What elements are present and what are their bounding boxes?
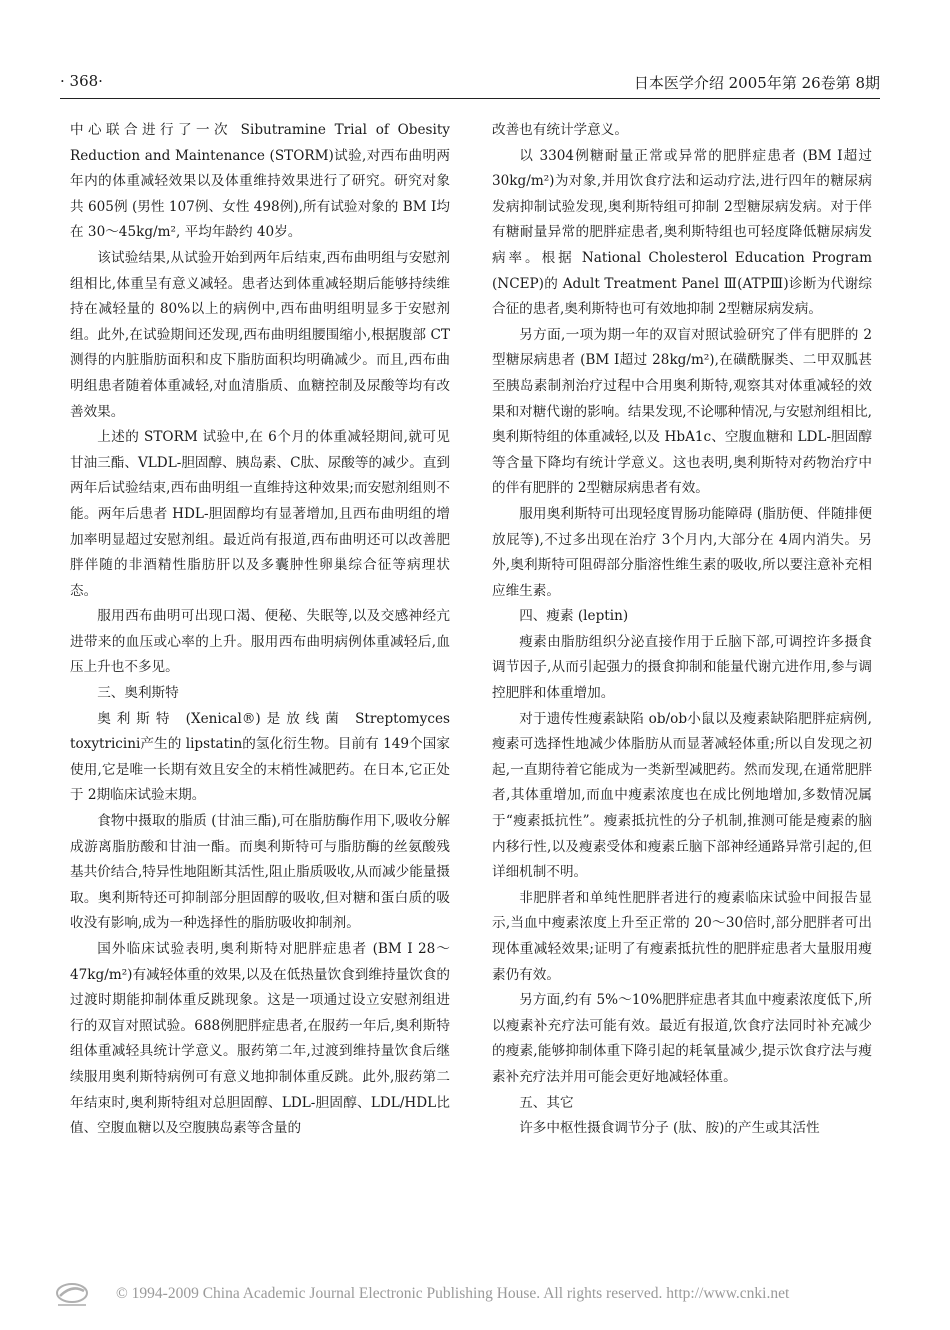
- paragraph: 奥利斯特 (Xenical®)是放线菌 Streptomyces toxytricini产生的 lipstatin的氢化衍生物。目前有 149个国家使用,它是唯一长期有效且安全的末梢性减肥药。在日本,它正处于 2期临床试验末期。: [70, 710, 450, 804]
- section-heading: 三、奥利斯特: [97, 685, 179, 702]
- paragraph: 该试验结果,从试验开始到两年后结束,西布曲明组与安慰剂组相比,体重呈有意义减轻。患者达到体重减轻期后能够持续维持在减轻量的 80%以上的病例中,西布曲明组明显多于安慰剂组。此外,在试验期间还发现,西布曲明组腰围缩小,根据腹部 CT测得的内脏脂肪面积和皮下脂肪面积均明确减少。而且,西布曲明组患者随着体重减轻,对血清脂质、血糖控制及尿酸等均有改善效果。: [70, 249, 450, 420]
- paragraph: 另方面,一项为期一年的双盲对照试验研究了伴有肥胖的 2型糖尿病患者 (BM I超过 28kg/m²),在磺酰脲类、二甲双胍甚至胰岛素制剂治疗过程中合用奥利斯特,观察其对体重减轻的效果和对糖代谢的影响。结果发现,不论哪种情况,与安慰剂组相比,奥利斯特组的体重减轻,以及 HbA1c、空腹血糖和 LDL-胆固醇等含量下降均有统计学意义。这也表明,奥利斯特对药物治疗中的伴有肥胖的 2型糖尿病患者有效。: [492, 326, 872, 497]
- header-rule: [60, 98, 880, 99]
- journal-title: 日本医学介绍 2005年第 26卷第 8期: [633, 74, 880, 92]
- paragraph: 改善也有统计学意义。: [492, 122, 628, 138]
- section-heading: 五、其它: [519, 1094, 574, 1111]
- paragraph: 服用西布曲明可出现口渴、便秘、失眠等,以及交感神经亢进带来的血压或心率的上升。服用西布曲明病例体重减轻后,血压上升也不多见。: [70, 608, 450, 676]
- paragraph: 上述的 STORM 试验中,在 6个月的体重减轻期间,就可见甘油三酯、VLDL-胆固醇、胰岛素、C肽、尿酸等的减少。直到两年后试验结束,西布曲明组一直维持这种效果;而安慰剂组则不能。两年后患者 HDL-胆固醇均有显著增加,且西布曲明组的增加率明显超过安慰剂组。最近尚有报道,西布曲明还可以改善肥胖伴随的非酒精性脂肪肝以及多囊肿性卵巢综合征等病理状态。: [70, 429, 451, 599]
- copyright-notice: © 1994-2009 China Academic Journal Electronic Publishing House. All rights reserved. http://www.cnki.net: [116, 1285, 790, 1302]
- section-heading: 四、瘦素 (leptin): [519, 608, 629, 625]
- cnki-logo-icon: [52, 1282, 92, 1308]
- paragraph: 非肥胖者和单纯性肥胖者进行的瘦素临床试验中间报告显示,当血中瘦素浓度上升至正常的 20～30倍时,部分肥胖者可出现体重减轻效果;证明了有瘦素抵抗性的肥胖症患者大量服用瘦素仍有效。: [492, 889, 872, 983]
- paragraph: 国外临床试验表明,奥利斯特对肥胖症患者 (BM I 28～47kg/m²)有减轻体重的效果,以及在低热量饮食到维持量饮食的过渡时期能抑制体重反跳现象。这是一项通过设立安慰剂组进行的双盲对照试验。688例肥胖症患者,在服药一年后,奥利斯特组体重减轻具统计学意义。服药第二年,过渡到维持量饮食后继续服用奥利斯特病例可有意义地抑制体重反跳。此外,服药第二年结束时,奥利斯特组对总胆固醇、LDL-胆固醇、LDL/HDL比值、空腹血糖以及空腹胰岛素等含量的: [70, 941, 450, 1137]
- paragraph: 对于遗传性瘦素缺陷 ob/ob小鼠以及瘦素缺陷肥胖症病例,瘦素可选择性地减少体脂肪从而显著减轻体重;所以自发现之初起,一直期待着它能成为一类新型减肥药。然而发现,在通常肥胖者,其体重增加,而血中瘦素浓度也在成比例地增加,多数情况属于“瘦素抵抗性”。瘦素抵抗性的分子机制,推测可能是瘦素的脑内移行性,以及瘦素受体和瘦素丘脑下部神经通路异常引起的,但详细机制不明。: [492, 710, 872, 881]
- paragraph: 瘦素由脂肪组织分泌直接作用于丘脑下部,可调控许多摄食调节因子,从而引起强力的摄食抑制和能量代谢亢进作用,参与调控肥胖和体重增加。: [492, 633, 872, 702]
- paragraph: 食物中摄取的脂质 (甘油三酯),可在脂肪酶作用下,吸收分解成游离脂肪酸和甘油一酯。而奥利斯特可与脂肪酶的丝氨酸残基共价结合,特异性地阻断其活性,阻止脂质吸收,从而减少能量摄取。奥利斯特还可抑制部分胆固醇的吸收,但对糖和蛋白质的吸收没有影响,成为一种选择性的脂肪吸收抑制剂。: [70, 813, 450, 932]
- paragraph: 许多中枢性摄食调节分子 (肽、胺)的产生或其活性: [519, 1120, 820, 1137]
- paragraph: 服用奥利斯特可出现轻度胃肠功能障碍 (脂肪便、伴随排便放屁等),不过多出现在治疗 3个月内,大部分在 4周内消失。另外,奥利斯特可阻碍部分脂溶性维生素的吸收,所以要注意补充相应维生素。: [492, 505, 872, 599]
- right-column: [492, 118, 872, 1142]
- paragraph: 以 3304例糖耐量正常或异常的肥胖症患者 (BM I超过 30kg/m²)为对象,并用饮食疗法和运动疗法,进行四年的糖尿病发病抑制试验发现,奥利斯特组可抑制 2型糖尿病发病。对于伴有糖耐量异常的肥胖症患者,奥利斯特组也可轻度降低糖尿病发病率。根据 National Cholesterol Education Program (NCEP)的 Adult Treatment Panel Ⅲ(ATPⅢ)诊断为代谢综合征的患者,奥利斯特也可有效地抑制 2型糖尿病发病。: [492, 147, 872, 318]
- paragraph: 另方面,约有 5%～10%肥胖症患者其血中瘦素浓度低下,所以瘦素补充疗法可能有效。最近有报道,饮食疗法同时补充减少的瘦素,能够抑制体重下降引起的耗氧量减少,提示饮食疗法与瘦素补充疗法并用可能会更好地减轻体重。: [492, 992, 872, 1085]
- left-column: [70, 118, 450, 1142]
- page-footer: [52, 1282, 912, 1310]
- paragraph: 中心联合进行了一次 Sibutramine Trial of Obesity Reduction and Maintenance (STORM)试验,对西布曲明两年内的体重减轻效果以及体重维持效果进行了研究。研究对象共 605例 (男性 107例、女性 498例),所有试验对象的 BM I均在 30～45kg/m², 平均年龄约 40岁。: [70, 122, 450, 241]
- page-header: [60, 72, 880, 100]
- page-number: · 368·: [60, 72, 103, 90]
